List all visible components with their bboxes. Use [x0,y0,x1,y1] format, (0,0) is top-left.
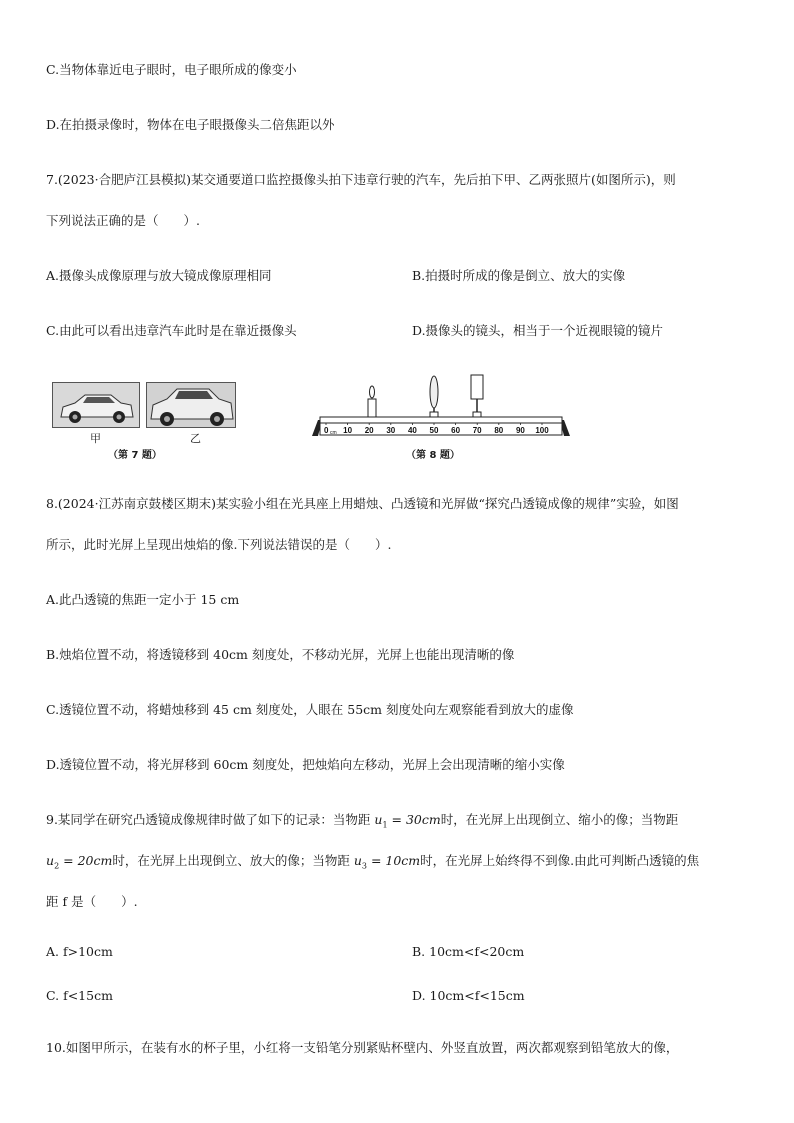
car-photo-b [146,382,236,428]
ruler-unit-label: cm [330,430,337,436]
q9-option-d: D. 10cm<f<15cm [412,988,525,1003]
ruler-tick-label: 10 [343,426,353,435]
u1-variable: u [374,812,383,827]
fig8-caption: （第 8 题） [406,450,460,461]
q9-stem-line3: 距 f 是（ ）. [46,894,138,909]
ruler-tick-label: 20 [364,426,374,435]
u2-subscript: 2 [54,861,60,871]
q9-text-2b: 时，在光屏上始终得不到像.由此可判断凸透镜的焦 [420,853,700,868]
q7-option-d: D.摄像头的镜头，相当于一个近视眼镜的镜片 [412,323,664,338]
q8-option-c: C.透镜位置不动，将蜡烛移到 45 cm 刻度处，人眼在 55cm 刻度处向左观察能看到放大的虚像 [46,702,574,717]
q9-option-a: A. f>10cm [46,944,113,959]
ruler-tick-label: 0 [324,426,329,435]
ruler-tick-label: 90 [515,426,525,435]
ruler-tick-label: 70 [472,426,482,435]
ruler-tick-label: 60 [451,426,461,435]
q9-option-b: B. 10cm<f<20cm [412,944,525,959]
u3-variable: u [353,853,362,868]
q9-stem-line2 [46,853,699,875]
q9-text-1a: 9.某同学在研究凸透镜成像规律时做了如下的记录：当物距 [46,812,375,827]
q10-stem-line1: 10.如图甲所示，在装有水的杯子里，小红将一支铅笔分别紧贴杯壁内、外竖直放置，两次都观察到铅笔放大的像， [46,1040,679,1055]
q8-option-d: D.透镜位置不动，将光屏移到 60cm 刻度处，把烛焰向左移动，光屏上会出现清晰的缩小实像 [46,757,565,772]
u1-value: = 30cm [387,812,441,827]
q7-stem-line1: 7.(2023·合肥庐江县模拟)某交通要道口监控摄像头拍下违章行驶的汽车，先后拍下甲、乙两张照片(如图所示)，则 [46,172,676,187]
u1-subscript: 1 [382,820,388,830]
fig7-caption: （第 7 题） [108,450,162,461]
light-screen [471,375,483,417]
ruler-tick-label: 30 [386,426,396,435]
optical-bench-diagram [312,370,570,442]
candle [368,386,376,417]
ruler-tick-label: 100 [535,426,549,435]
u3-value: = 10cm [366,853,421,868]
u3-subscript: 3 [361,861,367,871]
q6-option-c: C.当物体靠近电子眼时，电子眼所成的像变小 [46,62,297,77]
ruler-tick-label: 40 [407,426,417,435]
car-photo-a [52,382,140,428]
fig7-label-yi: 乙 [190,432,201,445]
ruler-tick-label: 80 [494,426,504,435]
u2-variable: u [46,853,55,868]
q8-option-a: A.此凸透镜的焦距一定小于 15 cm [46,592,240,607]
q8-stem-line1: 8.(2024·江苏南京鼓楼区期末)某实验小组在光具座上用蜡烛、凸透镜和光屏做“探究凸透镜成像的规律”实验，如图 [46,496,679,511]
ruler-tick-label: 50 [429,426,439,435]
q7-stem-line2: 下列说法正确的是（ ）. [46,213,200,228]
u2-value: = 20cm [59,853,113,868]
q9-text-2a: 时，在光屏上出现倒立、放大的像；当物距 [112,853,354,868]
q9-option-c: C. f<15cm [46,988,113,1003]
q6-option-d: D.在拍摄录像时，物体在电子眼摄像头二倍焦距以外 [46,117,335,132]
q9-text-1b: 时，在光屏上出现倒立、缩小的像；当物距 [440,812,679,827]
q8-stem-line2: 所示，此时光屏上呈现出烛焰的像.下列说法错误的是（ ）. [46,537,392,552]
q8-option-b: B.烛焰位置不动，将透镜移到 40cm 刻度处，不移动光屏，光屏上也能出现清晰的像 [46,647,515,662]
q7-option-b: B.拍摄时所成的像是倒立、放大的实像 [412,268,626,283]
q9-stem-line1 [46,812,678,834]
convex-lens [430,376,438,417]
q7-option-c: C.由此可以看出违章汽车此时是在靠近摄像头 [46,323,297,338]
fig7-label-jia: 甲 [90,432,101,445]
q7-option-a: A.摄像头成像原理与放大镜成像原理相同 [46,268,272,283]
